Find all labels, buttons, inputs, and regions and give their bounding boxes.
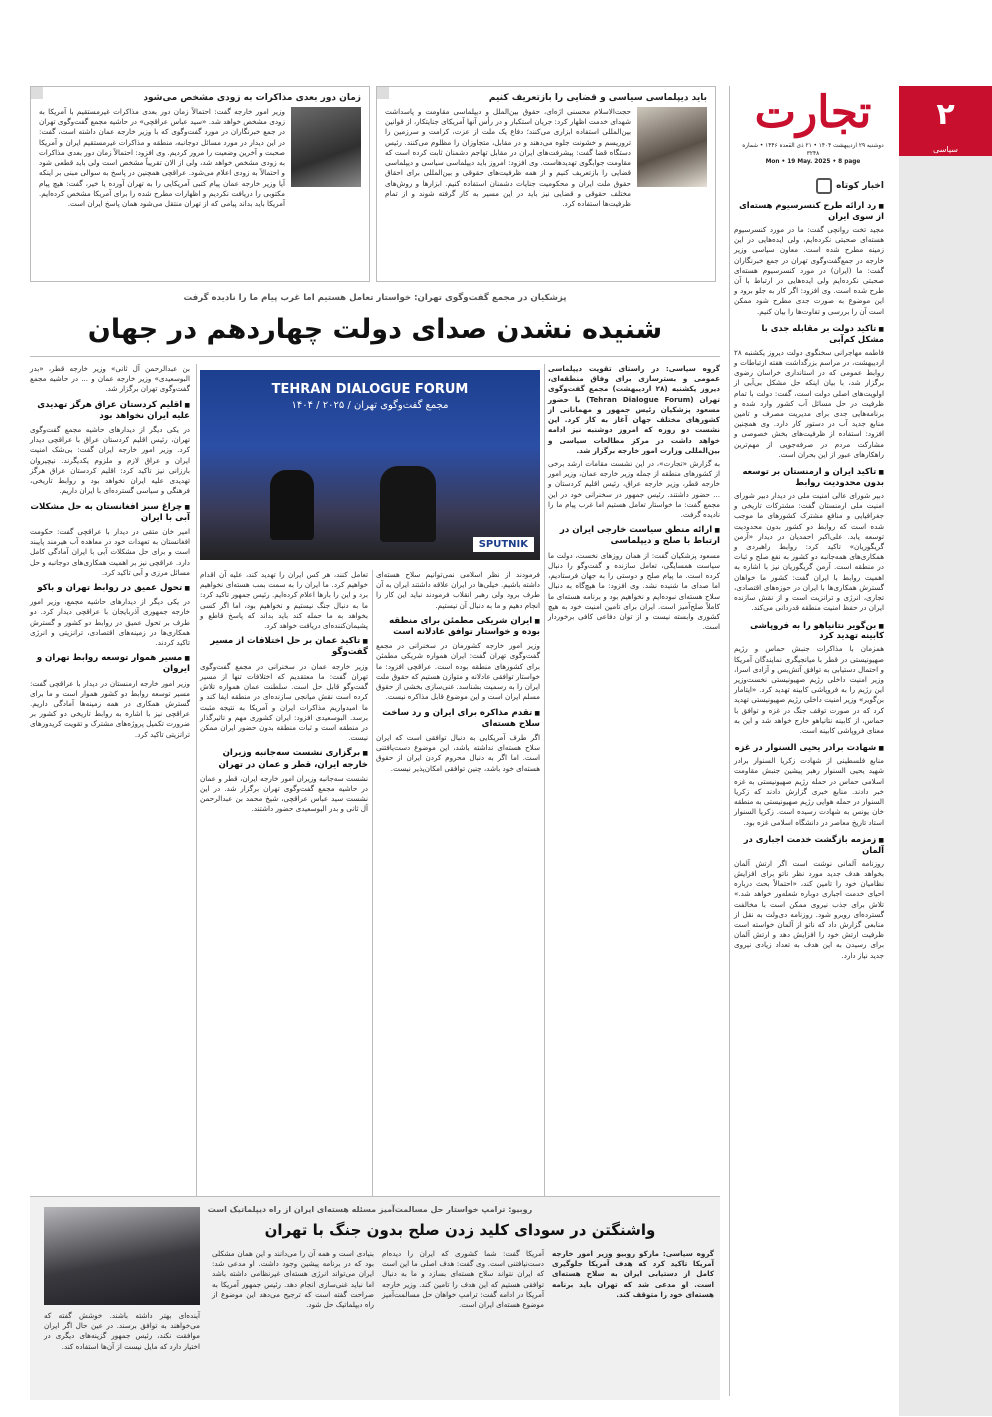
sidebar-item-body: روزنامه آلمانی نوشت است اگر ارتش آلمان بخواهد هدف جدید مورد نظر ناتو برای افزایش نظامیان خود را تامین کند، «احتمالاً بحث درباره احیای خدمت اجباری دوباره شعله‌ور خواهد شد.» تلاش برای جذب نیروی ممکن است با مخالفت گسترده‌ای روبرو شود. روزنامه دی‌ولت به نقل از منابعی گزارش داد که ناتو از آلمان خواسته است ظرفیت ارتش خود را افزایش دهد و ارتش آلمان برای رسیدن به این هدف به تعداد زیادی نیروی جدید نیاز دارد. [734,858,884,960]
box-body: وزیر امور خارجه گفت: احتمالاً زمان دور بعدی مذاکرات غیرمستقیم با آمریکا به زودی مشخص خواهد شد. «سید عباس عراقچی» در حاشیه مجمع گفت‌وگوی تهران در جمع خبرنگاران در مورد گفت‌وگوی که با وزیر خارجه عمان داشته است، گفت: در این دیدار در مورد مسائل دوجانبه، منطقه و مذاکرات غیرمستقیم ایران و آمریکا صحبت و آخرین وضعیت را مرور کردیم. وی افزود: احتمالاً زمان دور بعدی مذاکرات به زودی مشخص خواهد شد، ولی از الان تقریباً مشخص است ولی باید قطعی شود و احتمالاً به زودی اعلام می‌شود. عراقچی همچنین در پاسخ به سوالی مبنی بر اینکه آیا وزیر خارجه عمان پیام کتبی آمریکایی را به تهران آورده یا خیر، گفت: هیچ پیام مکتوبی را دریافت نکردیم و اظهارات مطرح شده را برای آمریکا مشخص کرده‌ایم. آمریکا باید بداند پیامی که از تهران منتقل می‌شود همان پاسخ ایران است. [39,107,285,208]
short-news-header [734,178,884,194]
main-column-2 [200,570,368,815]
speaker-silhouette [270,470,314,540]
bottom-story-box [30,1196,720,1400]
main-paragraph: در یکی دیگر از دیدارهای حاشیه مجمع، وزیر امور خارجه جمهوری آذربایجان با عراقچی دیدار کرد. دو طرف بر تحول عمیق در روابط دو کشور و گسترش همکاری‌ها در زمینه‌های اقتصادی، ترانزیتی و انرژی تاکید کردند. [30,597,190,648]
subhead: ■ ایران شریکی مطمئن برای منطقه بوده و خواستار توافق عادلانه است [376,616,540,638]
headline-rule [30,356,720,357]
main-paragraph: به گزارش «تجارت»، در این نشست مقامات ارشد برخی از کشورهای منطقه از جمله وزیر خارجه عمان، وزیر امور خارجه قطر، وزیر خارجه عراق، رئیس اقلیم کردستان و ... حضور داشتند. رئیس جمهور در سخنرانی خود در این مجمع گفت: ما خواستار تعامل هستیم اما غرب پیام ما را نادیده گرفت. [548,458,720,520]
news-box-talks [30,86,370,282]
dateline [742,142,884,166]
date-persian: دوشنبه ۲۹ اردیبهشت ۱۴۰۴ • ۲۱ ذی القعده ۱۴۴۶ • شماره ۳۲۴۸ [742,143,884,158]
sidebar-item-body: همزمان با مذاکرات جنبش حماس و رژیم صهیونیستی در قطر با میانجیگری نمایندگان آمریکا و احتمال دستیابی به توافق آتش‌بس و آزادی اسرا، وزیر امنیت داخلی رژیم صهیونیستی نخست‌وزیر این رژیم را به فروپاشی کابینه تهدید کرد. «ایتامار بن‌گویر» وزیر امنیت داخلی رژیم صهیونیستی تهدید کرد که در صورت توقف جنگ در غزه و توافق با حماس، از کابینه نتانیاهو خارج خواهد شد و این به معنای فروپاشی کابینه است. [734,644,884,736]
main-paragraph: در یکی دیگر از دیدارهای حاشیه مجمع گفت‌وگوی تهران، رئیس اقلیم کردستان عراق با عراقچی دیدار کرد. وزیر امور خارجه ایران گفت: بی‌شک امنیت ایران و عراق لازم و ملزوم یکدیگرند. نیچیروان بارزانی نیز تاکید کرد: اقلیم کردستان عراق هرگز تهدیدی علیه ایران نخواهد بود و روابط تاریخی، فرهنگی و سیاسی گسترده‌ای با ایران داریم. [30,425,190,496]
column-divider [729,86,730,1396]
main-kicker: پزشکیان در مجمع گفت‌وگوی تهران: خواستار تعامل هستیم اما غرب پیام ما را نادیده گرفت [183,293,567,303]
sidebar-item-title: ■ رد ارائه طرح کنسرسیوم هسته‌ای از سوی ایران [734,200,884,222]
corner-mark [31,87,43,99]
subhead: ■ چراغ سبز افغانستان به حل مشکلات آبی با ایران [30,502,190,524]
date-english: Mon • 19 May. 2025 • 8 page [765,159,861,166]
forum-photo [200,370,540,560]
main-paragraph: وزیر خارجه عمان در سخنرانی در مجمع گفت‌وگوی تهران گفت: ما معتقدیم که اختلافات تنها از مسیر گفت‌وگو قابل حل است. سلطنت عمان همواره تلاش کرده است نقش میانجی سازنده‌ای در منطقه ایفا کند و ما امیدواریم مذاکرات ایران و آمریکا به نتیجه مثبت برسد. البوسعیدی افزود: ایران کشوری مهم و تاثیرگذار در منطقه است و ثبات منطقه بدون حضور ایران ممکن نیست. [200,661,368,743]
main-column-3 [376,570,540,774]
bottom-paragraph: بنیادی است و همه آن را می‌دانند و این همان مشکلی بود که در برنامه پیشین وجود داشت. او مدعی شد: ایران می‌تواند انرژی هسته‌ای غیرنظامی داشته باشد اما نباید غنی‌سازی انجام دهد. رئیس جمهور آمریکا به صراحت گفته است که ترجیح می‌دهد این موضوع از راه دیپلماتیک حل شود. [212,1249,374,1310]
subhead: ■ ارائه منطق سیاست خارجی ایران در ارتباط با صلح و دیپلماسی [548,525,720,547]
box-body: حجت‌الاسلام محسنی اژه‌ای، حقوق بین‌الملل و دیپلماسی مقاومت و پاسداشت شهدای خدمت اظهار کرد: جریان استکبار و در رأس آنها آمریکای جنایتکار، از قوانین بین‌المللی استفاده ابزاری می‌کنند؛ دفاع یک ملت از عزت، کرامت و سرزمین را تروریسم و خشونت جلوه می‌دهند و در مقابل، متجاوزان را مظلوم می‌کنند. رئیس دستگاه قضا گفت: پیشرفت‌های ایران در مقابل تهاجم دشمنان ثابت کرده است که مقاومت جوابگوی تهدیدهاست. وی افزود: امروز باید دیپلماسی سیاسی و دیپلماسی قضایی را بازتعریف کنیم و از همه ظرفیت‌های حقوقی و بین‌المللی برای احقاق حقوق ملت ایران و محکومیت جنایات دشمنان استفاده کنیم. ابزارها و روش‌های مختلف حقوقی و قضایی نیز باید در این مسیر به کار گرفته شوند و از تمام ظرفیت‌ها استفاده کرد. [385,107,631,208]
main-paragraph: فرمودند از نظر اسلامی نمی‌توانیم سلاح هسته‌ای داشته باشیم. خیلی‌ها در ایران علاقه داشتند ایران به آن طرف برود ولی رهبر انقلاب فرمودند نباید این کار را انجام دهیم و ما به دنبال آن نیستیم. [376,570,540,610]
sidebar-item-title: ■ زمزمه بازگشت خدمت اجباری در آلمان [734,834,884,856]
page-number: ۲ [899,86,992,144]
araghchi-photo [291,107,361,187]
sidebar-item-title: ■ تاکید ایران و ارمنستان بر توسعه بدون محدودیت روابط [734,466,884,488]
main-paragraph: بن عبدالرحمن آل ثانی» وزیر خارجه قطر، «بدر البوسعیدی» وزیر خارجه عمان و ... در حاشیه مجمع گفت‌وگوی تهران برگزار شد. [30,364,190,394]
bottom-lead: گروه سیاسی: مارکو روبیو وزیر امور خارجه آمریکا تاکید کرد که هدف آمریکا جلوگیری کامل از دستیابی ایران به سلاح هسته‌ای است. او مدعی شد که تهران باید برنامه هسته‌ای خود را متوقف کند. [552,1249,714,1299]
box-title: زمان دور بعدی مذاکرات به زودی مشخص می‌شود [143,93,361,103]
photo-banner-en: TEHRAN DIALOGUE FORUM [271,382,469,397]
main-paragraph: مسعود پزشکیان گفت: از همان روزهای نخست، دولت ما سیاست همسایگی، تعامل سازنده و گفت‌وگو را دنبال کرده است. ما پیام صلح و دوستی را به جهان فرستادیم، اما صدای ما شنیده نشد. وی افزود: ما هیچ‌گاه به دنبال سلاح هسته‌ای نبوده‌ایم و نخواهیم بود و برنامه هسته‌ای ما کاملاً صلح‌آمیز است. ایران برای تامین امنیت خود به هیچ کشوری وابسته نیست و از توان دفاعی کافی برخوردار است. [548,550,720,632]
subhead: ■ اقلیم کردستان عراق هرگز تهدیدی علیه ایران نخواهد بود [30,400,190,422]
square-icon [816,178,832,194]
box-title: باید دیپلماسی سیاسی و قضایی را بازتعریف کنیم [488,93,707,103]
bottom-headline: واشنگتن در سودای کلید زدن صلح بدون جنگ با تهران [264,1221,656,1239]
main-lead: گروه سیاسی: در راستای تقویت دیپلماسی عمومی و بسترسازی برای وفاق منطقه‌ای، دیروز یکشنبه (۲۸ اردیبهشت) مجمع گفت‌وگوی تهران (Tehran Dialogue Forum) با حضور مسعود پزشکیان رئیس جمهور و مهمانانی از کشورهای مختلف جهان آغاز به کار کرد. این نشست دو روزه که امروز دوشنبه نیز ادامه خواهد داشت در مرکز مطالعات سیاسی و بین‌المللی وزارت امور خارجه برگزار شد. [548,364,720,455]
sidebar-item-body: دبیر شورای عالی امنیت ملی در دیدار دبیر شورای امنیت ملی ارمنستان گفت: مشترکات تاریخی و جغرافیایی و منافع مشترک کشورهای ما موجب شده است که روابط دو کشور بدون محدودیت توسعه یابد. علی‌اکبر احمدیان در دیدار «آرمن گریگوریان» تاکید کرد: روابط راهبردی و همکاری‌های همه‌جانبه دو کشور به نفع صلح و ثبات در منطقه است. آرمن گریگوریان نیز با اشاره به اهمیت روابط با ایران گفت: کشور ما خواهان گسترش همکاری‌ها با ایران در حوزه‌های اقتصادی، تجاری، انرژی و ترانزیت است و از نقش سازنده ایران در حفظ امنیت منطقه قدردانی می‌کند. [734,490,884,613]
bottom-kicker: روبیو: ترامپ خواستار حل مسالمت‌آمیز مسئله هسته‌ای ایران از راه دیپلماتیک است [207,1205,533,1214]
speaker-silhouette [380,466,436,542]
subhead: ■ مسیر هموار توسعه روابط تهران و ایروان [30,653,190,675]
subhead: ■ تقدم مذاکره برای ایران و رد ساخت سلاح هسته‌ای [376,708,540,730]
sidebar-item-body: مجید تخت روانچی گفت: ما در مورد کنسرسیوم هسته‌ای صحبتی نکرده‌ایم، ولی ایده‌هایی در این زمینه مطرح شده است. معاون سیاسی وزیر خارجه در جمع‌گفت‌وگوی تهران در جمع خبرنگاران گفت: ما (ایران) در مورد کنسرسیوم هسته‌ای صحبتی نکرده‌ایم ولی ایده‌هایی در ارتباط با آن طرح شده است. وی افزود: اگر کار به جلو برود و این موضوع به صورت جدی مطرح شود ممکن است آن را بررسی و تفاوت‌ها را بیان کنیم. [734,224,884,316]
news-box-judiciary [376,86,716,282]
ejei-photo [637,107,707,187]
main-paragraph: اگر طرف آمریکایی به دنبال توافقی است که ایران سلاح هسته‌ای نداشته باشد، این موضوع دست‌یافتنی است. اما اگر به دنبال محروم کردن ایران از حقوق هسته‌ای خود باشد، چنین توافقی امکان‌پذیر نیست. [376,732,540,773]
sidebar-item-title: ■ تاکید دولت بر مقابله جدی با مشکل کم‌آبی [734,323,884,345]
rubio-photo [44,1207,200,1305]
main-paragraph: تعامل کنند، هر کس ایران را تهدید کند، علیه آن اقدام خواهیم کرد. ما ایران را به سمت بمب هسته‌ای نخواهیم برد و این را بارها اعلام کرده‌ایم. رئیس جمهور تاکید کرد: ما به دنبال جنگ نیستیم و نخواهیم بود، اما اگر کسی بخواهد به ما حمله کند باید بداند که پاسخ قاطع و پشیمان‌کننده‌ای دریافت خواهد کرد. [200,570,368,631]
main-paragraph: نشست سه‌جانبه وزیران امور خارجه ایران، قطر و عمان در حاشیه مجمع گفت‌وگوی تهران برگزار شد. در این نشست سید عباس عراقچی، شیخ محمد بن عبدالرحمن آل ثانی و بدر البوسعیدی حضور داشتند. [200,773,368,814]
sidebar-item-body: منابع فلسطینی از شهادت زکریا السنوار برادر شهید یحیی السنوار رهبر پیشین جنبش مقاومت اسلامی حماس در حمله رژیم صهیونیستی به غزه خبر دادند. منابع خبری گزارش دادند که زکریا السنوار در حمله هوایی رژیم صهیونیستی به منطقه خان یونس به شهادت رسیده است. زکریا السنوار استاد تاریخ معاصر در دانشگاه اسلامی غزه بود. [734,756,884,827]
main-paragraph: وزیر امور خارجه کشورمان در سخنرانی در مجمع گفت‌وگوی تهران گفت: ایران همواره شریکی مطمئن برای کشورهای منطقه بوده است. عراقچی افزود: ما خواستار توافقی عادلانه و متوازن هستیم که حقوق ملت ایران را به رسمیت بشناسد. غنی‌سازی بخشی از حقوق مسلم ایران است و این موضوع قابل مذاکره نیست. [376,641,540,702]
page-side-bar [899,86,992,1416]
main-paragraph: امیر خان متقی در دیدار با عراقچی گفت: حکومت افغانستان به تعهدات خود در معاهده آب هیرمند پایبند است و برای حل مشکلات آبی با ایران آمادگی کامل دارد. عراقچی نیز بر اهمیت همکاری‌های دوجانبه و حل مسائل مرزی و آبی تاکید کرد. [30,526,190,577]
photo-banner-fa: مجمع گفت‌وگوی تهران / ۲۰۲۵ / ۱۴۰۴ [291,400,449,411]
subhead: ■ تحول عمیق در روابط تهران و باکو [30,583,190,594]
sidebar-item-title: ■ شهادت برادر یحیی السنوار در غزه [734,742,884,753]
subhead: ■ تاکید عمان بر حل اختلافات از مسیر گفت‌وگو [200,636,368,658]
section-label: سیاسی [899,144,992,156]
short-news-title: اخبار کوتاه [836,181,884,191]
bottom-paragraph: آمریکا گفت: شما کشوری که ایران را دیده‌ام دست‌نیافتنی است. وی گفت: هدف اصلی ما این است که ایران نتواند سلاح هسته‌ای بسازد و ما به دنبال توافقی هستیم که این هدف را تامین کند. وزیر خارجه آمریکا در ادامه گفت: ترامپ خواهان حل مسالمت‌آمیز موضوع هسته‌ای ایران است. [382,1249,544,1310]
main-paragraph: وزیر امور خارجه ارمنستان در دیدار با عراقچی گفت: مسیر توسعه روابط دو کشور هموار است و ما برای گسترش همکاری در همه زمینه‌ها آمادگی داریم. عراقچی نیز با اشاره به روابط تاریخی دو کشور بر ضرورت تکمیل پروژه‌های مشترک و تقویت کریدورهای ترانزیتی تاکید کرد. [30,678,190,739]
corner-mark [377,87,389,99]
photo-credit: SPUTNIK [473,537,534,552]
bottom-paragraph: آینده‌ای بهتر داشته باشند. خوشش گفته که می‌خواهند به توافق برسند. در عین حال اگر ایران موافقت نکند، رئیس جمهور گزینه‌های دیگری در اختیار دارد که مایل نیست از آن‌ها استفاده کند. [44,1311,200,1351]
main-column-1 [30,364,190,740]
main-column-4 [548,364,720,632]
newspaper-logo: تجارت [754,87,872,138]
sidebar-item-body: فاطمه مهاجرانی سخنگوی دولت دیروز یکشنبه ۲۸ اردیبهشت، در مراسم بزرگداشت هفته ارتباطات و روابط عمومی که در استانداری خراسان رضوی برگزار شد، با بیان اینکه حل مشکل بی‌آبی از اولویت‌های اصلی دولت است، گفت: دولت با تمام ظرفیت در حل مسائل آب کشور وارد شده و برنامه‌هایی جدی برای مدیریت مصرف و تامین منابع جدید آب در دستور کار دارد. وی همچنین افزود: استفاده از ظرفیت‌های بخش خصوصی و مشارکت مردم در صرفه‌جویی از مهم‌ترین راهکارهای عبور از این بحران است. [734,347,884,459]
short-news-sidebar [734,178,884,961]
sidebar-item-title: ■ بن‌گویر نتانیاهو را به فروپاشی کابینه تهدید کرد [734,620,884,642]
subhead: ■ برگزاری نشست سه‌جانبه وزیران خارجه ایران، قطر و عمان در تهران [200,748,368,770]
main-headline: شنیده نشدن صدای دولت چهاردهم در جهان [87,314,663,345]
